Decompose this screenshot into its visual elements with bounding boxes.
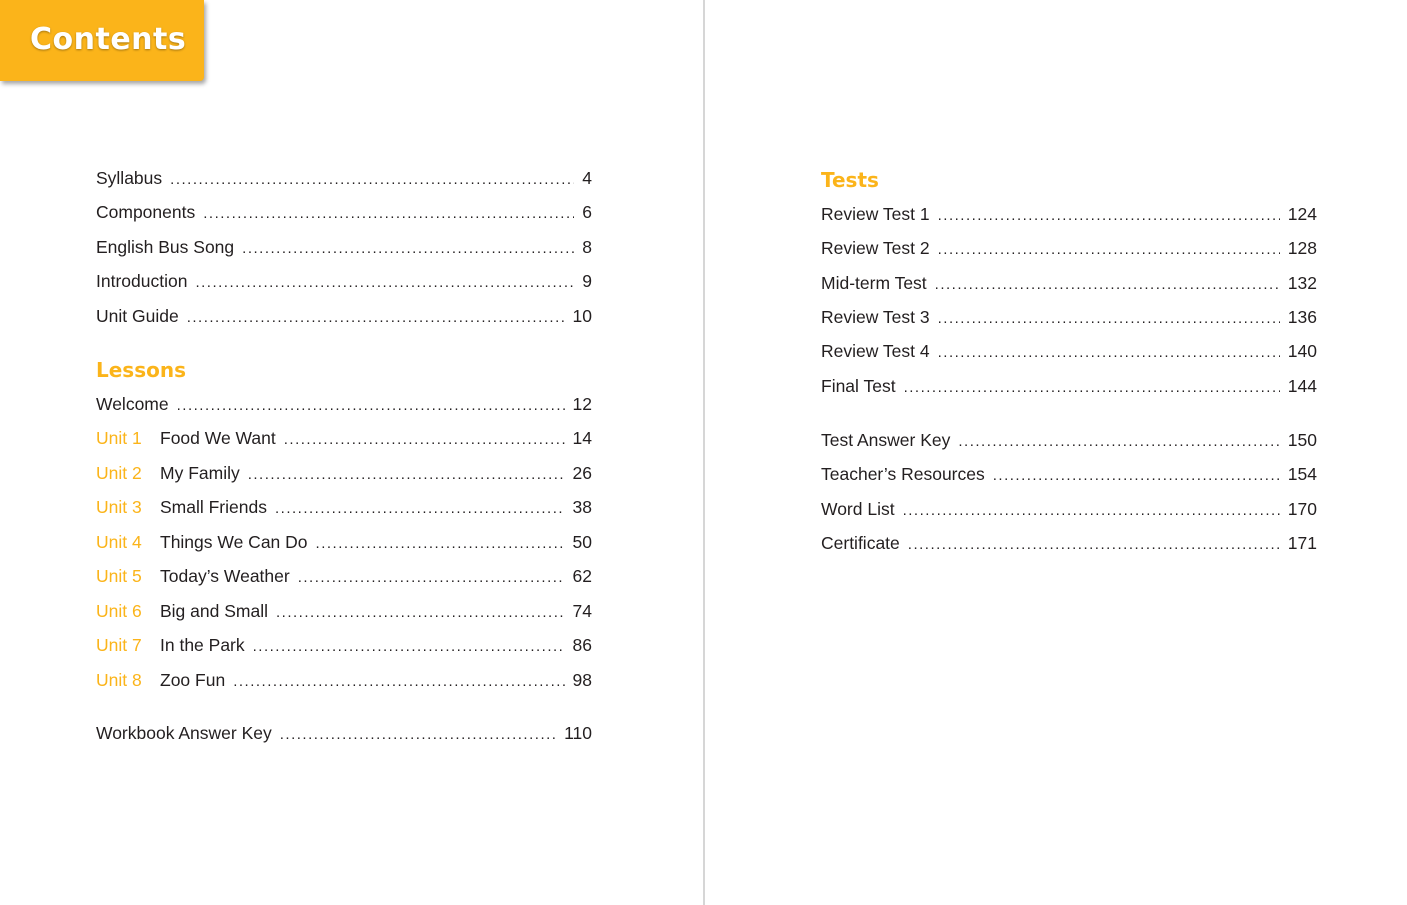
unit-number: Unit 3 — [96, 497, 142, 517]
leader-dots — [958, 433, 1279, 450]
leader-dots — [276, 604, 565, 621]
toc-entry[interactable] — [821, 204, 1317, 228]
leader-dots — [187, 309, 565, 326]
toc-page-number: 10 — [572, 306, 592, 326]
tests-heading: Tests — [821, 168, 879, 192]
leader-dots — [938, 207, 1280, 224]
toc-entry-unit-8[interactable] — [96, 670, 592, 694]
toc-label: Introduction — [96, 271, 188, 291]
toc-label: Big and Small — [160, 601, 268, 621]
toc-page-number: 26 — [572, 463, 592, 483]
toc-entry[interactable] — [96, 237, 592, 261]
leader-dots — [233, 673, 564, 690]
toc-entry[interactable] — [821, 341, 1317, 365]
unit-number: Unit 4 — [96, 532, 142, 552]
toc-entry[interactable] — [821, 273, 1317, 297]
lessons-heading: Lessons — [96, 358, 186, 382]
leader-dots — [242, 240, 574, 257]
contents-tab — [0, 0, 204, 81]
toc-label: Word List — [821, 499, 895, 519]
toc-label: Zoo Fun — [160, 670, 226, 690]
unit-number: Unit 8 — [96, 670, 142, 690]
leader-dots — [195, 274, 574, 291]
toc-label: Components — [96, 202, 196, 222]
toc-page-number: 14 — [572, 428, 592, 448]
toc-page-number: 9 — [582, 271, 592, 291]
toc-label: Review Test 4 — [821, 341, 930, 361]
leader-dots — [993, 467, 1280, 484]
toc-label: Test Answer Key — [821, 430, 951, 450]
toc-entry[interactable] — [96, 271, 592, 295]
leader-dots — [280, 726, 556, 743]
toc-entry-unit-5[interactable] — [96, 566, 592, 590]
leader-dots — [904, 379, 1280, 396]
toc-page-number: 140 — [1287, 341, 1317, 361]
toc-page-number: 170 — [1287, 499, 1317, 519]
toc-page-number: 128 — [1287, 238, 1317, 258]
leader-dots — [248, 466, 565, 483]
toc-page-number: 62 — [572, 566, 592, 586]
toc-label: Review Test 2 — [821, 238, 930, 258]
leader-dots — [253, 638, 565, 655]
toc-label: Syllabus — [96, 168, 163, 188]
leader-dots — [170, 171, 574, 188]
toc-entry[interactable] — [821, 307, 1317, 331]
page-title: Contents — [30, 22, 187, 57]
unit-number: Unit 5 — [96, 566, 142, 586]
unit-number: Unit 6 — [96, 601, 142, 621]
page-spine-divider — [703, 0, 705, 905]
toc-label: Certificate — [821, 533, 900, 553]
toc-label: In the Park — [160, 635, 245, 655]
toc-page-number: 171 — [1287, 533, 1317, 553]
toc-label: Final Test — [821, 376, 896, 396]
toc-label: Today’s Weather — [160, 566, 290, 586]
toc-page-number: 86 — [572, 635, 592, 655]
toc-label: Review Test 3 — [821, 307, 930, 327]
leader-dots — [284, 431, 565, 448]
toc-entry[interactable] — [821, 376, 1317, 400]
leader-dots — [316, 535, 565, 552]
toc-entry[interactable] — [96, 306, 592, 330]
toc-entry[interactable] — [96, 168, 592, 192]
toc-page-number: 110 — [564, 723, 592, 743]
toc-label: Workbook Answer Key — [96, 723, 272, 743]
toc-entry-unit-6[interactable] — [96, 601, 592, 625]
unit-number: Unit 7 — [96, 635, 142, 655]
toc-entry[interactable] — [821, 464, 1317, 488]
toc-entry-unit-4[interactable] — [96, 532, 592, 556]
leader-dots — [177, 397, 565, 414]
toc-entry[interactable] — [96, 394, 592, 418]
toc-entry[interactable] — [96, 723, 592, 747]
toc-page-number: 6 — [582, 202, 592, 222]
toc-page-number: 144 — [1287, 376, 1317, 396]
toc-entry[interactable] — [821, 238, 1317, 262]
toc-page-number: 4 — [582, 168, 592, 188]
leader-dots — [298, 569, 565, 586]
leader-dots — [908, 536, 1280, 553]
toc-label: Things We Can Do — [160, 532, 308, 552]
toc-label: Welcome — [96, 394, 169, 414]
toc-label: Review Test 1 — [821, 204, 930, 224]
toc-label: Teacher’s Resources — [821, 464, 985, 484]
toc-page-number: 74 — [572, 601, 592, 621]
toc-page-number: 12 — [572, 394, 592, 414]
toc-label: English Bus Song — [96, 237, 235, 257]
leader-dots — [938, 241, 1280, 258]
toc-page-number: 136 — [1287, 307, 1317, 327]
leader-dots — [938, 344, 1280, 361]
leader-dots — [275, 500, 565, 517]
toc-page-number: 38 — [572, 497, 592, 517]
leader-dots — [203, 205, 574, 222]
toc-page-number: 98 — [572, 670, 592, 690]
toc-entry[interactable] — [96, 202, 592, 226]
toc-entry[interactable] — [821, 499, 1317, 523]
toc-label: Mid-term Test — [821, 273, 927, 293]
toc-page-number: 50 — [572, 532, 592, 552]
toc-page-number: 124 — [1287, 204, 1317, 224]
toc-page-number: 150 — [1287, 430, 1317, 450]
toc-label: My Family — [160, 463, 240, 483]
leader-dots — [938, 310, 1280, 327]
toc-entry[interactable] — [821, 533, 1317, 557]
toc-label: Food We Want — [160, 428, 276, 448]
leader-dots — [935, 276, 1280, 293]
unit-number: Unit 1 — [96, 428, 142, 448]
toc-page-number: 154 — [1287, 464, 1317, 484]
unit-number: Unit 2 — [96, 463, 142, 483]
toc-entry-unit-2[interactable] — [96, 463, 592, 487]
toc-label: Unit Guide — [96, 306, 179, 326]
toc-entry-unit-3[interactable] — [96, 497, 592, 521]
toc-page-number: 132 — [1287, 273, 1317, 293]
toc-entry-unit-7[interactable] — [96, 635, 592, 659]
toc-page-number: 8 — [582, 237, 592, 257]
toc-entry-unit-1[interactable] — [96, 428, 592, 452]
toc-entry[interactable] — [821, 430, 1317, 454]
toc-label: Small Friends — [160, 497, 267, 517]
leader-dots — [903, 502, 1280, 519]
